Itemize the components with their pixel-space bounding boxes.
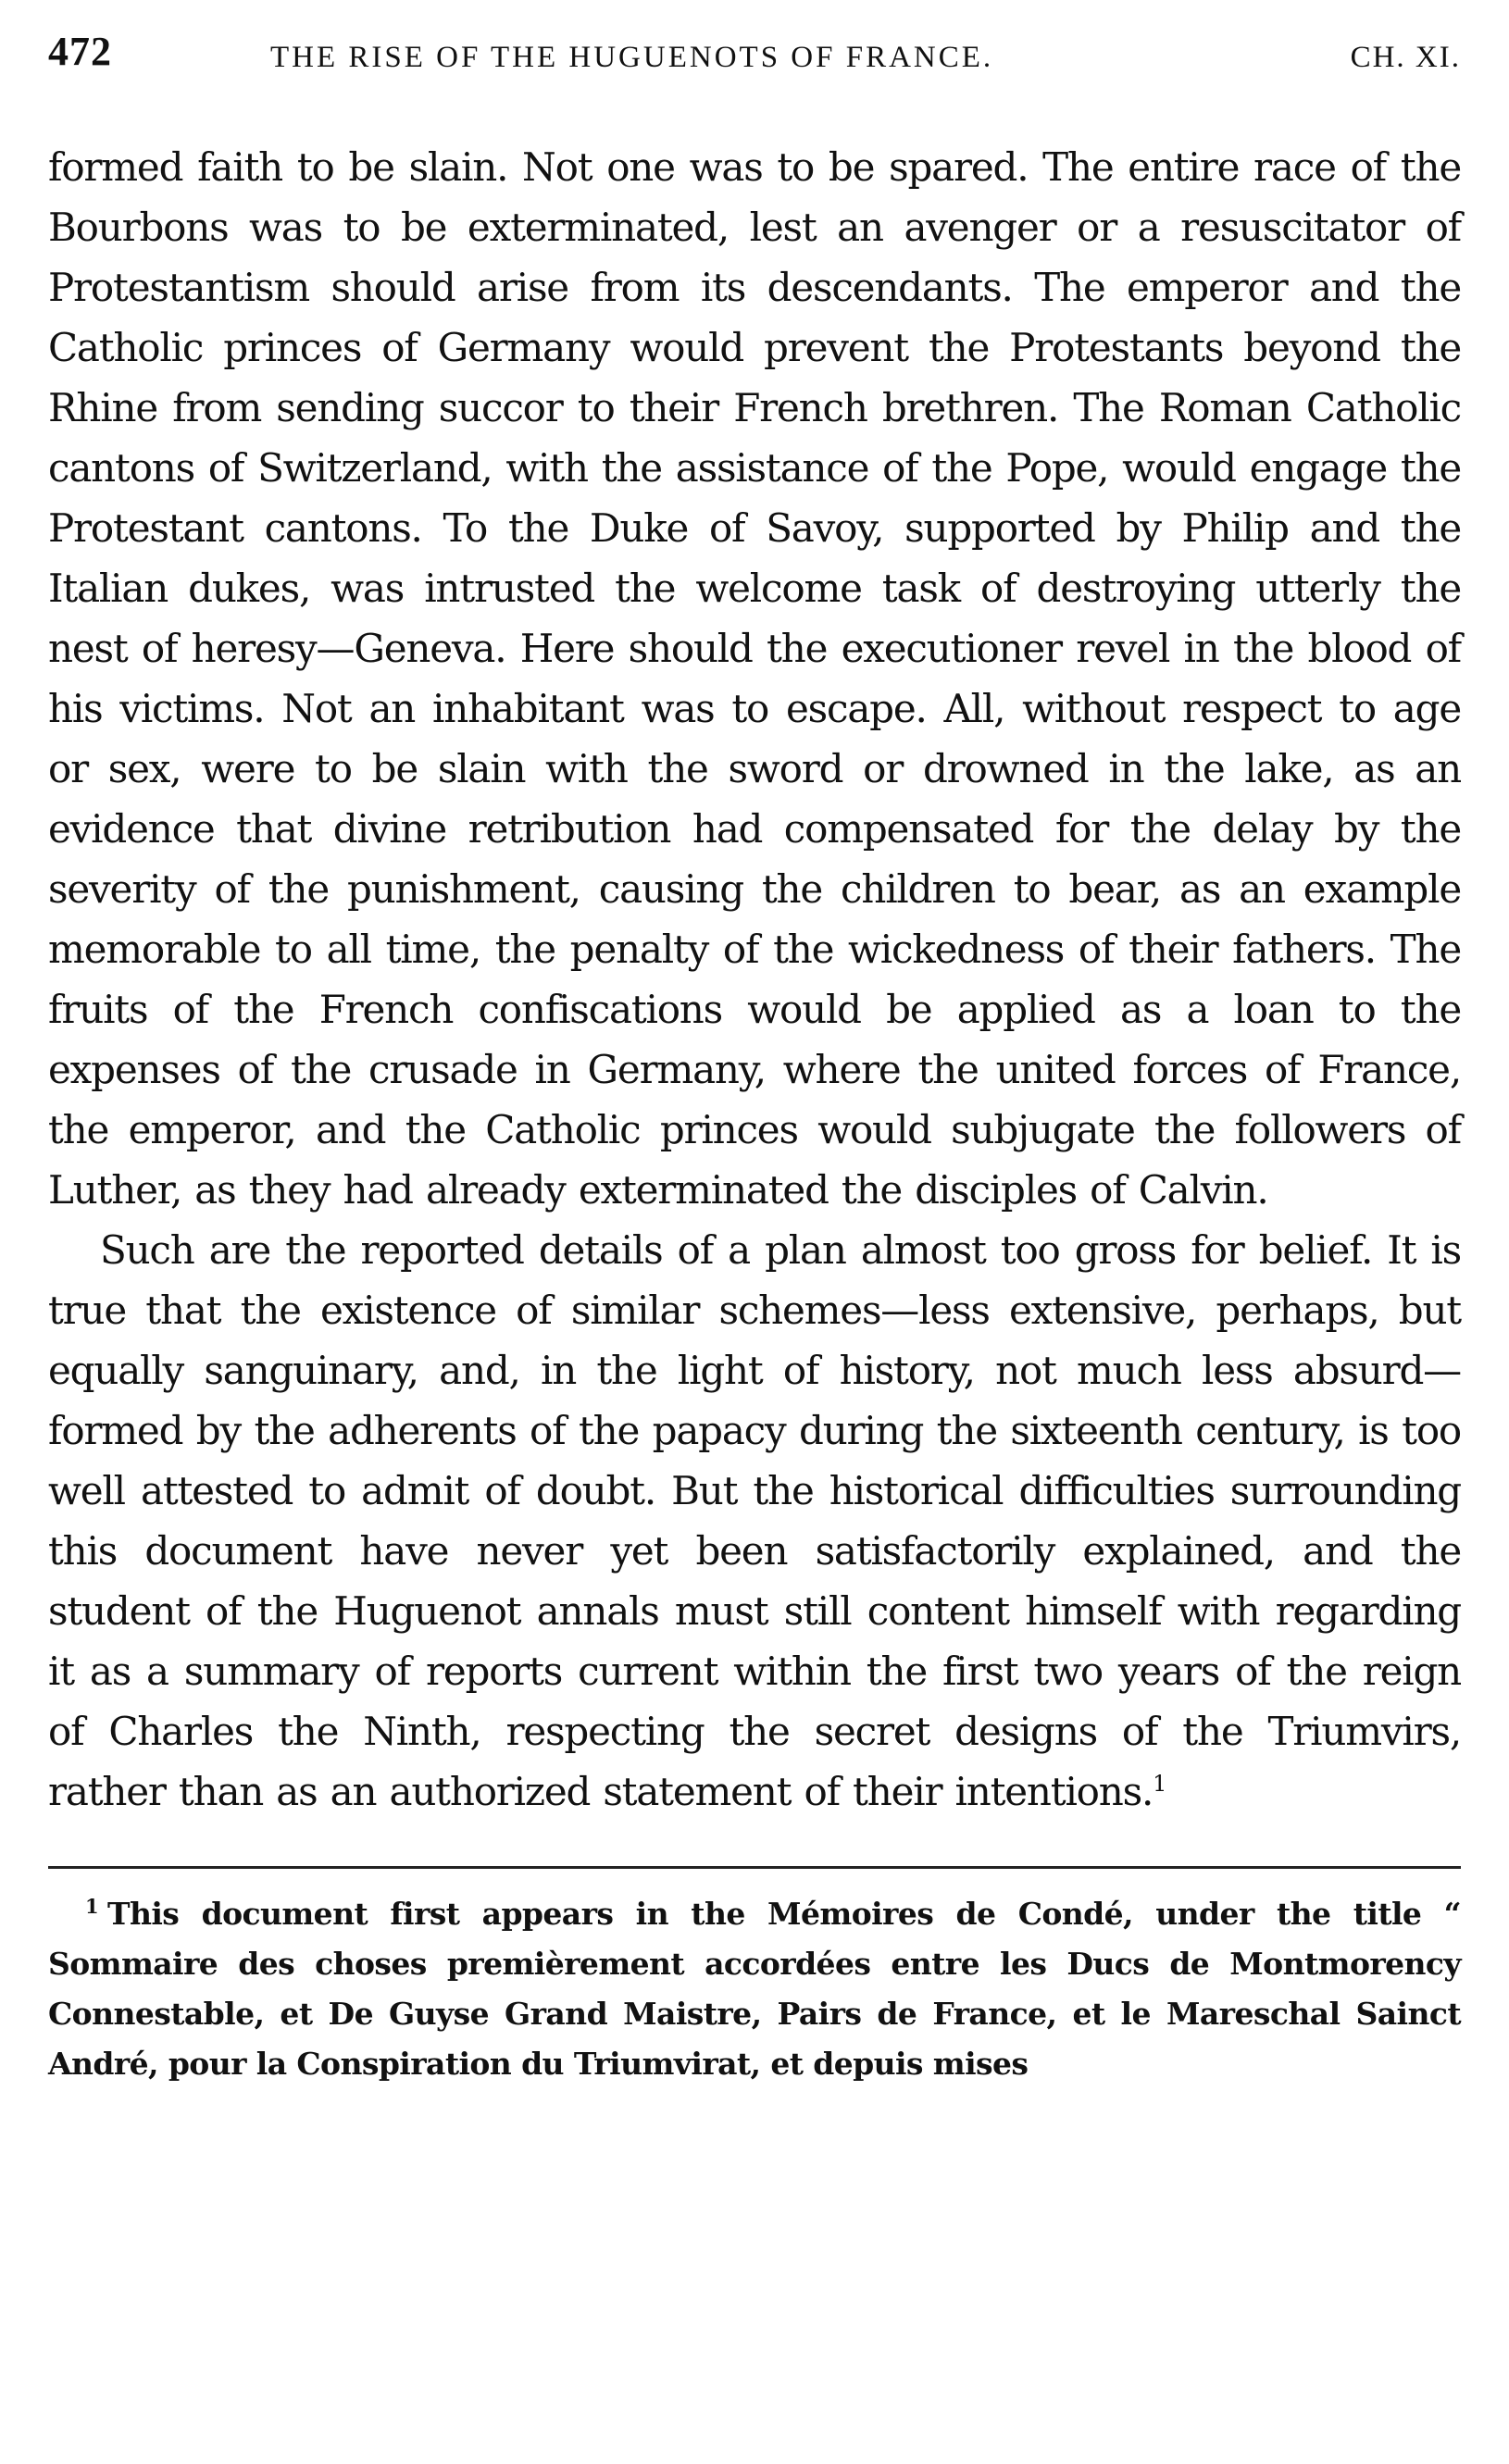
footnote-reference: 1 — [1153, 1771, 1166, 1797]
footnote-text: This document first appears in the Mémoires de Condé, under the title “ Sommaire des choses premièrement accordées entre les Ducs de Montmorency Connestable, et De Guyse Grand Maistre, Pairs de France, et le Mareschal Sainct André, pour la Conspiration du Triumvirat, et depuis mises — [48, 1896, 1461, 2082]
paragraph-continued — [48, 137, 1461, 1220]
main-text — [48, 137, 1461, 1822]
running-head — [48, 22, 1461, 87]
footnote-marker: 1 — [85, 1895, 99, 1918]
paragraph-such-are — [48, 1220, 1461, 1822]
paragraph-1-text: formed faith to be slain. Not one was to be spared. The entire race of the Bourbons was to be exterminated, lest an avenger or a resuscitator of Protestantism should arise from its descendants. The emperor and the Catholic princes of Germany would prevent the Protestants beyond the Rhine from sending succor to their French brethren. The Roman Catholic cantons of Switzerland, with the assistance of the Pope, would engage the Protestant cantons. To the Duke of Savoy, supported by Philip and the Italian dukes, was intrusted the welcome task of destroying utterly the nest of heresy—Geneva. Here should the executioner revel in the blood of his victims. Not an inhabitant was to escape. All, without respect to age or sex, were to be slain with the sword or drowned in the lake, as an evidence that divine retribution had compensated for the delay by the severity of the punishment, causing the children to bear, as an example memorable to all time, the penalty of the wickedness of their fathers. The fruits of the French confiscations would be applied as a loan to the expenses of the crusade in Germany, where the united forces of France, the emperor, and the Catholic princes would subjugate the followers of Luther, as they had already exterminated the disciples of Calvin. — [48, 144, 1461, 1213]
page-number: 472 — [48, 29, 112, 74]
paragraph-2-text: Such are the reported details of a plan almost too gross for belief. It is true that the existence of similar schemes—less extensive, perhaps, but equally sanguinary, and, in the light of history, not much less absurd—formed by the adherents of the papacy during the sixteenth century, is too well attested to admit of doubt. But the historical difficulties surrounding this document have never yet been satisfactorily explained, and the student of the Huguenot annals must still content himself with regarding it as a summary of reports current within the first two years of the reign of Charles the Ninth, respecting the secret designs of the Triumvirs, rather than as an authorized statement of their intentions. — [48, 1227, 1461, 1814]
footnote — [48, 1889, 1461, 2089]
chapter-reference: CH. XI. — [1350, 41, 1461, 74]
book-page — [48, 22, 1461, 2089]
running-title: THE RISE OF THE HUGUENOTS OF FRANCE. — [270, 41, 994, 74]
footnote-rule — [48, 1866, 1461, 1869]
